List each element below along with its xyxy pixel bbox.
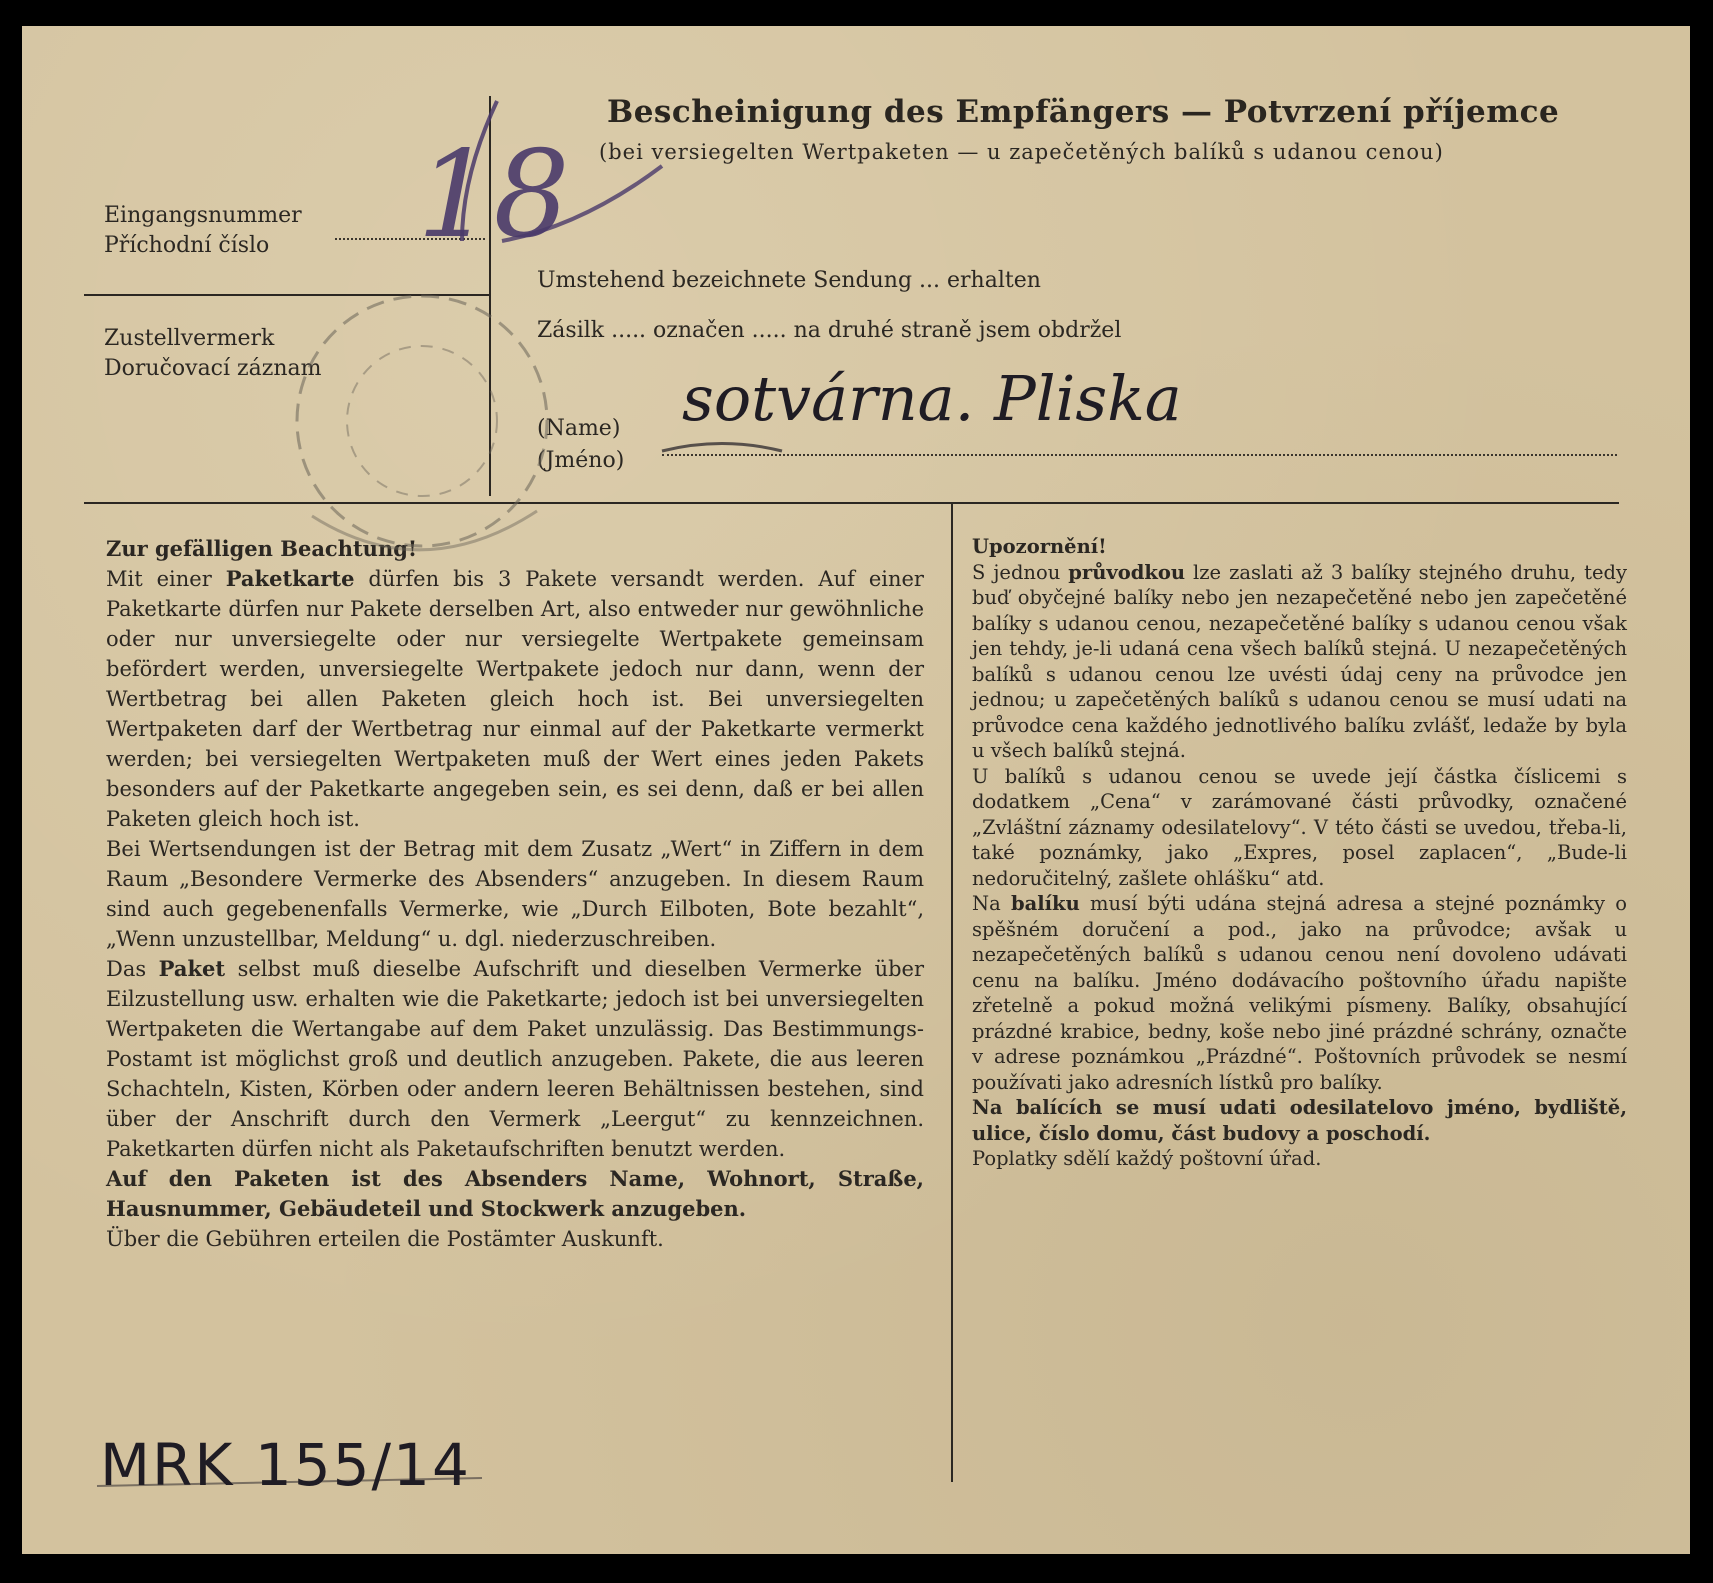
german-heading: Zur gefälligen Beachtung! <box>106 536 418 561</box>
name-label-german: (Name) <box>537 416 621 441</box>
archive-note-underline <box>97 1478 482 1486</box>
postmark-inner-ring <box>347 346 497 496</box>
german-paragraph-5: Über die Gebühren erteilen die Postämter Auskunft. <box>106 1227 664 1251</box>
czech-heading: Upozornění! <box>972 535 1107 558</box>
czech-paragraph-1: S jednou průvodkou lze zaslati až 3 balíky stejného druhu, tedy buď obyčejné balíky nebo jen nezapečetěné nebo jen zapečetěné balíky s udanou cenou, nezapečetěné balíky s udanou cenou však jen tehdy, je-li udaná cena všech balíků stejná. U nezapečetěných balíků s udanou cenou lze uvésti údaj ceny na průvodce jen jednou; u zapečetěných balíků s udanou cenou se musí udati na průvodce cena každého jednotlivého balíku zvlášť, ledaže by byla u všech balíků stejná. <box>972 560 1627 762</box>
eingangsnummer-label: Eingangsnummer <box>104 203 302 228</box>
czech-paragraph-3: Na balíku musí býti udána stejná adresa a stejné poznámky o spěšném doručení a pod., jako na průvodce; avšak u nezapečetěných balíků s udanou cenou není dovoleno udávati cenu na balíku. Jméno dodávacího poštovního úřadu napište zřetelně a pokud možná velikými písmeny. Balíky, obsahující prázdné krabice, bedny, koše nebo jiné prázdné schrány, označte v adrese poznámkou „Prázdné“. Poštovních průvodek se nesmí používati jako adresních lístků pro balíky. <box>972 892 1628 1094</box>
pen-stroke <box>462 101 497 241</box>
german-paragraph-3: Das Paket selbst muß dieselbe Aufschrift und dieselben Vermerke über Eilzustellung usw. erhalten wie die Paketkarte; jedoch ist bei unversiegelten Wertpaketen die Wertangabe auf dem Paket unzulässig. Das Bestimmungs-Postamt ist möglichst groß und deutlich anzugeben. Pakete, die aus leeren Schachteln, Kisten, Körben oder andern leeren Behältnissen bestehen, sind über der Anschrift durch den Vermerk „Leergut“ zu kennzeichnen. Paketkarten dürfen nicht als Paketaufschriften benutzt werden. <box>106 956 925 1161</box>
postmark-arc <box>312 511 537 550</box>
archive-note: MRK 155/14 <box>100 1431 471 1499</box>
postmark-outer-ring <box>297 296 547 546</box>
receipt-title: Bescheinigung des Empfängers — Potvrzení příjemce <box>607 94 1560 130</box>
german-paragraph-1: Mit einer Paketkarte dürfen bis 3 Pakete versandt werden. Auf einer Paketkarte dürfen nur Pakete derselben Art, also entweder nur gewöhnliche oder nur unversiegelte oder nur versiegelte Wertpakete gemeinsam befördert werden, unversiegelte Wertpakete jedoch nur dann, wenn der Wertbetrag bei allen Paketen gleich hoch ist. Bei unversiegelten Wertpaketen darf der Wertbetrag nur einmal auf der Paketkarte vermerkt werden; bei versiegelten Wertpaketen muß der Wert eines jeden Pakets besonders auf der Paketkarte angegeben sein, es sei denn, daß er bei allen Paketen gleich hoch ist. <box>106 566 924 831</box>
prichodni-cislo-label: Příchodní číslo <box>104 233 270 258</box>
czech-paragraph-2: U balíků s udanou cenou se uvede její částka číslicemi s dodatkem „Cena“ v zarámované části průvodky, označené „Zvláštní záznamy odesilatelovy“. V této části se uvedou, třeba-li, také poznámky, jako „Expres, posel zaplacen“, „Bude-li nedoručitelný, zašlete ohlášku“ atd. <box>972 764 1627 890</box>
signature-underline <box>662 444 782 452</box>
zustellvermerk-label: Zustellvermerk <box>104 326 275 351</box>
handwritten-number: 18 <box>417 126 570 265</box>
postmark-stamp-overlay <box>22 26 1690 1554</box>
receipt-subtitle: (bei versiegelten Wertpaketen — u zapečetěných balíků s udanou cenou) <box>599 140 1444 164</box>
dorucovaci-zaznam-label: Doručovací záznam <box>104 356 322 381</box>
recipient-signature: sotvárna. Pliska <box>682 362 1182 435</box>
parcel-card-back <box>22 26 1690 1554</box>
pen-stroke <box>502 166 662 241</box>
receipt-line-german: Umstehend bezeichnete Sendung ... erhalten <box>537 268 1041 293</box>
name-label-czech: (Jméno) <box>537 448 625 473</box>
german-paragraph-2: Bei Wertsendungen ist der Betrag mit dem Zusatz „Wert“ in Ziffern in dem Raum „Besondere Vermerke des Absenders“ anzugeben. In diesem Raum sind auch gegebenenfalls Vermerke, wie „Durch Eilboten, Bote bezahlt“, „Wenn unzustellbar, Meldung“ u. dgl. niederzuschreiben. <box>106 837 924 951</box>
receipt-line-czech: Zásilk ..... označen ..... na druhé straně jsem obdržel <box>537 318 1122 343</box>
german-paragraph-4: Auf den Paketen ist des Absenders Name, Wohnort, Straße, Hausnummer, Gebäudeteil und Stockwerk anzugeben. <box>106 1166 924 1221</box>
czech-paragraph-5: Poplatky sdělí každý poštovní úřad. <box>972 1147 1322 1170</box>
czech-paragraph-4: Na balících se musí udati odesilatelovo jméno, bydliště, ulice, číslo domu, část budovy a poschodí. <box>972 1096 1627 1145</box>
